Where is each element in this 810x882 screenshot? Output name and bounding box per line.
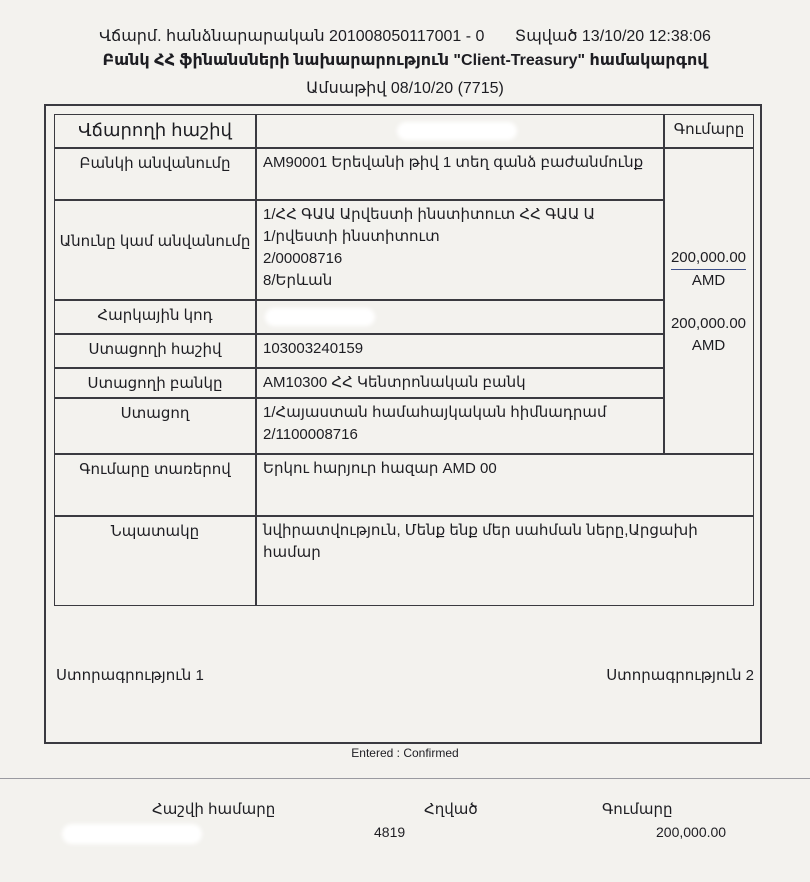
bank-name-label: Բանկի անվանումը xyxy=(54,148,256,200)
tax-code-label: Հարկային կոդ xyxy=(54,300,256,334)
amount-words-value: Երկու հարյուր հազար AMD 00 xyxy=(256,454,754,516)
redacted-footer-account xyxy=(62,824,202,844)
name-line: 1/ՀՀ ԳԱԱ Արվեստի ինստիտուտ ՀՀ ԳԱԱ Ա xyxy=(263,206,596,223)
footer-amount-value: 200,000.00 xyxy=(656,824,727,840)
tax-code-value xyxy=(256,300,664,334)
amount-2-value: 200,000.00 xyxy=(670,315,747,332)
amount-2 xyxy=(665,313,752,357)
name-value xyxy=(256,200,664,300)
recipient-bank-label: Ստացողի բանկը xyxy=(54,368,256,398)
footer-posted-value: 4819 xyxy=(374,824,406,840)
name-line: 2/00008716 xyxy=(263,250,343,267)
amount-header: Գումարը xyxy=(664,114,754,148)
name-label: Անունը կամ անվանումը xyxy=(54,200,256,300)
purpose-value: նվիրատվություն, Մենք ենք մեր սահման ները,Արցախի համար xyxy=(256,516,754,606)
signature-2: Ստորագրություն 2 xyxy=(606,667,754,684)
signature-1: Ստորագրություն 1 xyxy=(56,667,204,684)
recipient-account-label: Ստացողի հաշիվ xyxy=(54,334,256,368)
name-line: 8/Երևան xyxy=(263,272,333,289)
payer-account-value xyxy=(256,114,664,148)
amount-column xyxy=(664,148,754,454)
recipient-line: 2/1100008716 xyxy=(263,426,358,443)
name-line: 1/րվեստի ինստիտուտ xyxy=(263,228,440,245)
bank-system-line: Բանկ ՀՀ ֆինանսների նախարարություն "Client-Treasury" համակարգով xyxy=(102,52,708,69)
payment-form xyxy=(44,104,762,744)
amount-words-label: Գումարը տառերով xyxy=(54,454,256,516)
status-line: Entered : Confirmed xyxy=(351,746,459,760)
purpose-label: Նպատակը xyxy=(54,516,256,606)
footer-account-header: Հաշվի համարը xyxy=(152,801,276,818)
amount-1-value: 200,000.00 xyxy=(671,247,746,270)
divider xyxy=(0,778,810,779)
footer-posted-header: Հղված xyxy=(424,801,478,818)
order-date: Ամսաթիվ 08/10/20 (7715) xyxy=(306,80,504,97)
recipient-value xyxy=(256,398,664,454)
redacted-payer-account xyxy=(397,122,517,140)
footer-amount-header: Գումարը xyxy=(602,801,673,818)
recipient-label: Ստացող xyxy=(54,398,256,454)
recipient-line: 1/Հայաստան համահայկական հիմնադրամ xyxy=(263,404,607,421)
amount-1-currency: AMD xyxy=(691,272,726,289)
payer-account-label: Վճարողի հաշիվ xyxy=(54,114,256,148)
amount-1 xyxy=(665,247,752,292)
printed-timestamp: Տպված 13/10/20 12:38:06 xyxy=(514,28,711,45)
order-number: Վճարմ. հանձնարարական 201008050117001 - 0 xyxy=(99,28,485,45)
bank-name-value: AM90001 Երեվանի թիվ 1 տեղ գանձ բաժանմունք xyxy=(256,148,664,200)
redacted-tax-code xyxy=(265,308,375,326)
order-header-line xyxy=(0,26,810,46)
recipient-bank-value: AM10300 ՀՀ Կենտրոնական բանկ xyxy=(256,368,664,398)
amount-2-currency: AMD xyxy=(691,337,726,354)
recipient-account-value: 103003240159 xyxy=(256,334,664,368)
